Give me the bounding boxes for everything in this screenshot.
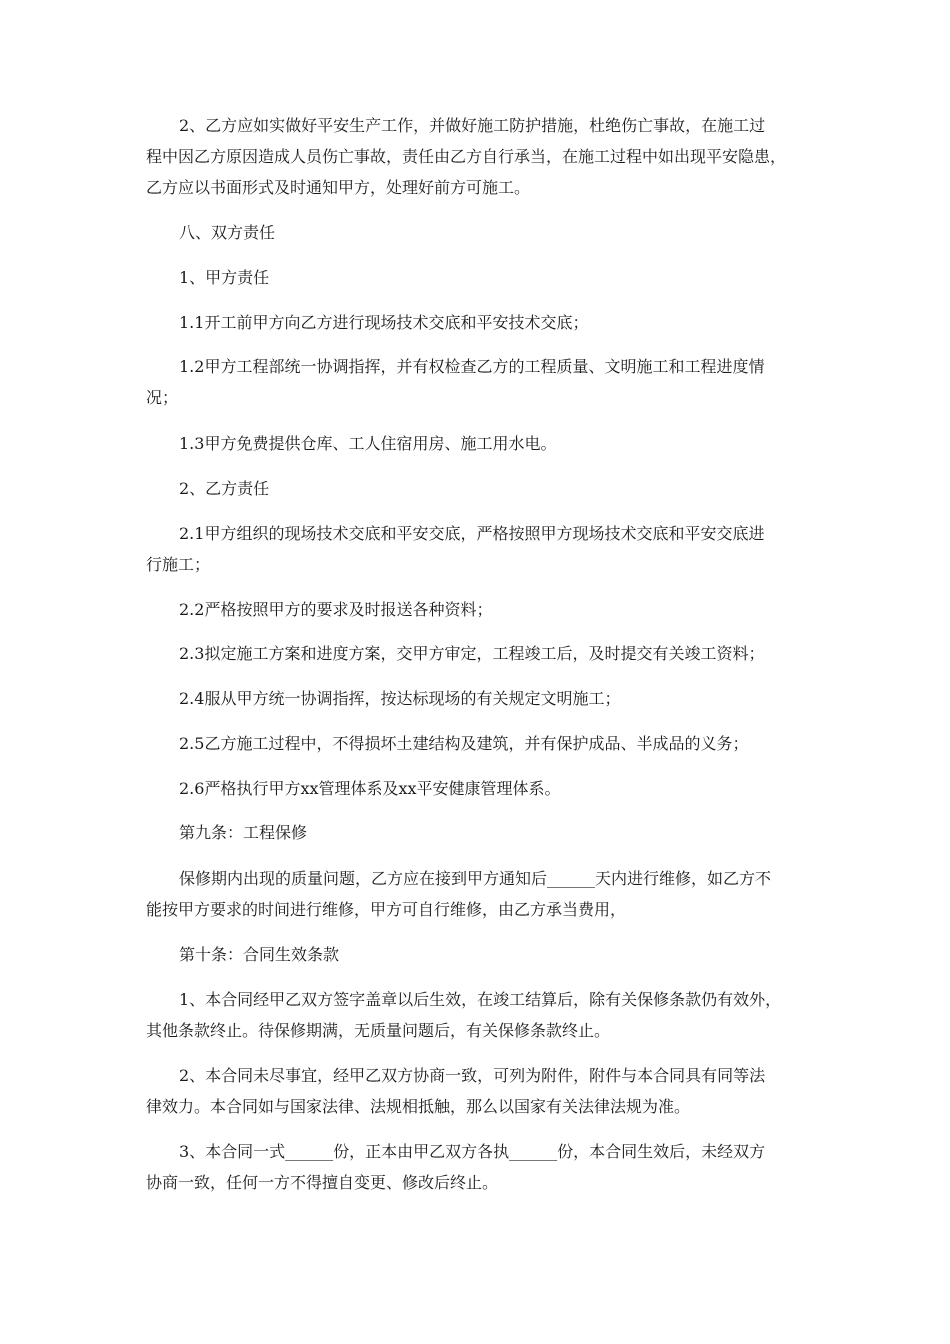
text-line: 保修期内出现的质量问题，乙方应在接到甲方通知后______天内进行维修，如乙方不 (179, 869, 772, 888)
text-line: 2.5乙方施工过程中，不得损坏土建结构及建筑，并有保护成品、半成品的义务； (179, 734, 749, 753)
heading-text: 2、乙方责任 (179, 479, 270, 498)
text-line: 1.3甲方免费提供仓库、工人住宿用房、施工用水电。 (179, 434, 557, 453)
text-line: 乙方应以书面形式及时通知甲方，处理好前方可施工。 (146, 178, 531, 197)
text-line: 1.1开工前甲方向乙方进行现场技术交底和平安技术交底； (179, 313, 589, 332)
text-line: 行施工； (146, 555, 211, 574)
heading-text: 第十条：合同生效条款 (179, 945, 340, 964)
text-line: 协商一致，任何一方不得擅自变更、修改后终止。 (146, 1173, 499, 1192)
text-line: 况； (146, 388, 179, 407)
text-line: 2、乙方应如实做好平安生产工作，并做好施工防护措施，杜绝伤亡事故，在施工过 (179, 116, 766, 135)
text-line: 2、本合同未尽事宜，经甲乙双方协商一致，可列为附件，附件与本合同具有同等法 (179, 1066, 766, 1085)
text-line: 3、本合同一式______份，正本由甲乙双方各执______份，本合同生效后，未经双方 (179, 1142, 766, 1161)
text-line: 1、本合同经甲乙双方签字盖章以后生效，在竣工结算后，除有关保修条款仍有效外， (179, 990, 782, 1009)
text-line: 律效力。本合同如与国家法律、法规相抵触，那么以国家有关法律法规为准。 (146, 1097, 691, 1116)
text-line: 1.2甲方工程部统一协调指挥，并有权检查乙方的工程质量、文明施工和工程进度情 (179, 357, 765, 376)
text-line: 程中因乙方原因造成人员伤亡事故，责任由乙方自行承当，在施工过程中如出现平安隐患， (146, 147, 787, 166)
text-line: 2.1甲方组织的现场技术交底和平安交底，严格按照甲方现场技术交底和平安交底进 (179, 524, 765, 543)
text-line: 2.4服从甲方统一协调指挥，按达标现场的有关规定文明施工； (179, 689, 621, 708)
heading-text: 第九条：工程保修 (179, 823, 308, 842)
text-line: 能按甲方要求的时间进行维修，甲方可自行维修，由乙方承当费用， (146, 900, 627, 919)
text-line: 其他条款终止。待保修期满，无质量问题后，有关保修条款终止。 (146, 1021, 611, 1040)
heading-text: 1、甲方责任 (179, 268, 270, 287)
text-line: 2.3拟定施工方案和进度方案，交甲方审定，工程竣工后，及时提交有关竣工资料； (179, 644, 765, 663)
text-line: 2.6严格执行甲方xx管理体系及xx平安健康管理体系。 (179, 779, 561, 798)
heading-text: 八、双方责任 (179, 223, 276, 242)
text-line: 2.2严格按照甲方的要求及时报送各种资料； (179, 600, 493, 619)
